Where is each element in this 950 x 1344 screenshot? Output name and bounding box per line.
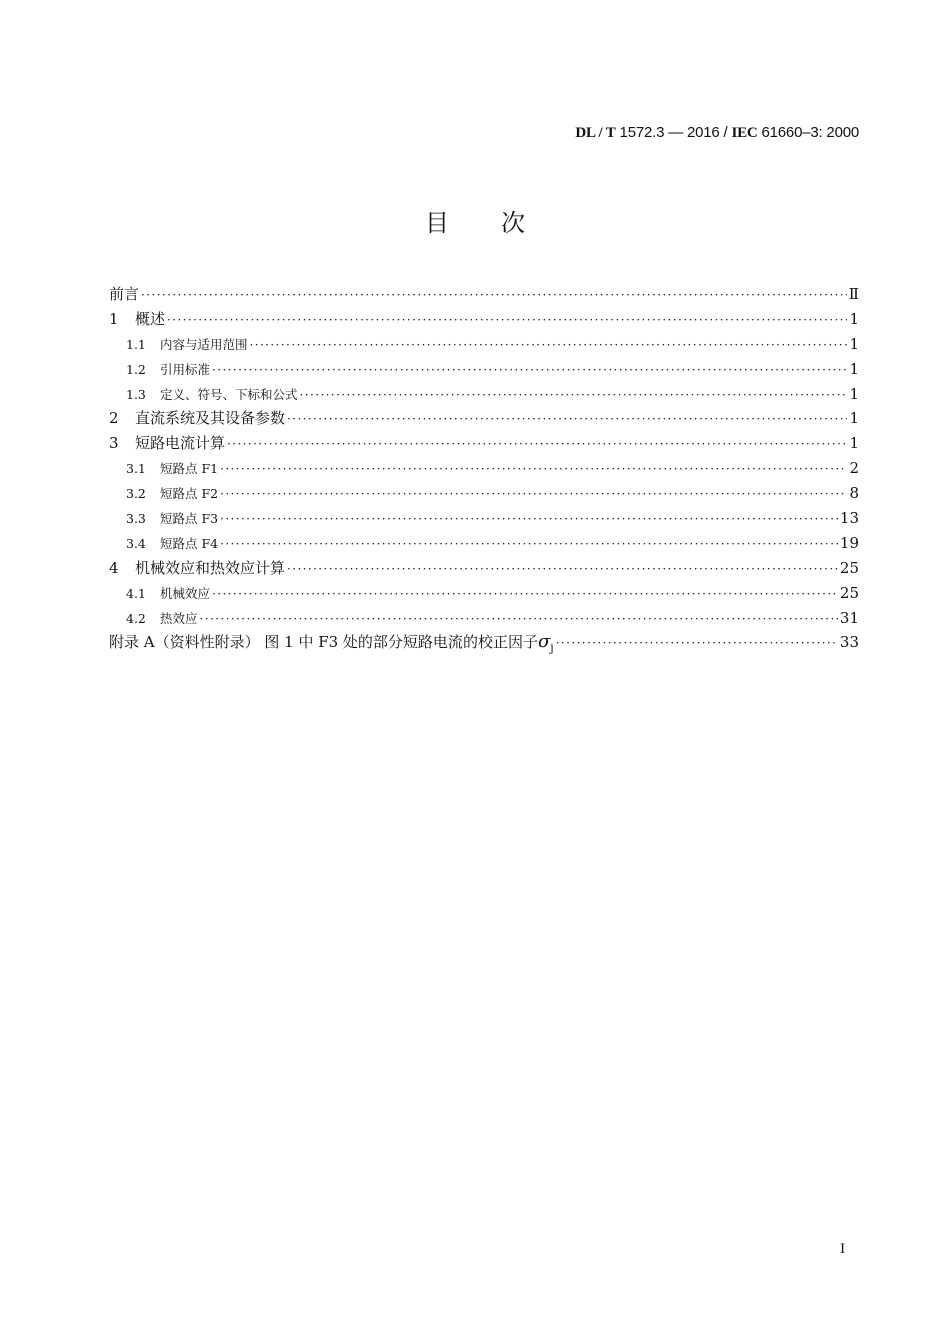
toc-leader-dots bbox=[220, 457, 847, 482]
toc-row[interactable] bbox=[109, 406, 859, 431]
toc-section-number: 1 bbox=[109, 309, 119, 328]
toc-row[interactable] bbox=[109, 282, 859, 307]
toc-page-number: 19 bbox=[839, 533, 859, 552]
toc-leader-dots bbox=[167, 308, 847, 333]
page-title: 目次 bbox=[425, 209, 577, 237]
toc-page-number: 25 bbox=[839, 583, 859, 602]
toc-page-number: 1 bbox=[849, 434, 859, 453]
toc-leader-dots bbox=[227, 432, 847, 457]
toc-leader-dots bbox=[141, 283, 847, 308]
document-code-iec: IEC bbox=[731, 125, 758, 141]
toc-page-number: 1 bbox=[849, 409, 859, 428]
toc-row[interactable] bbox=[109, 581, 859, 606]
toc-section-number: 1.3 bbox=[126, 386, 146, 402]
toc-section-title: 定义、符号、下标和公式 bbox=[160, 386, 298, 402]
page-number: I bbox=[840, 1242, 846, 1257]
toc-row[interactable] bbox=[109, 357, 859, 382]
toc-section-number: 4.1 bbox=[126, 585, 146, 601]
toc-leader-dots bbox=[212, 582, 838, 607]
toc-section-title: 短路点 F4 bbox=[160, 535, 219, 551]
toc-section-number: 1.1 bbox=[126, 336, 146, 352]
toc-annex-label: 附录 A（资料性附录） 图 1 中 F3 处的部分短路电流的校正因子$\sigma_j$ bbox=[109, 631, 554, 656]
toc-page-number: 1 bbox=[849, 384, 859, 403]
toc-row[interactable] bbox=[109, 431, 859, 456]
toc-leader-dots bbox=[287, 407, 847, 432]
toc-section-title: 前言 bbox=[109, 285, 140, 303]
toc-row[interactable] bbox=[109, 556, 859, 581]
toc-section-title: 直流系统及其设备参数 bbox=[135, 409, 286, 428]
toc-section-title: 热效应 bbox=[160, 610, 198, 626]
toc-leader-dots bbox=[220, 532, 838, 557]
toc-section-number: 4 bbox=[109, 558, 119, 577]
toc-row-annex-a[interactable] bbox=[109, 630, 859, 655]
toc-section-number: 3.2 bbox=[126, 486, 146, 502]
toc-section-number: 1.2 bbox=[126, 361, 146, 377]
toc-section-title: 短路电流计算 bbox=[135, 434, 226, 453]
toc-row[interactable] bbox=[109, 531, 859, 556]
toc-section-title: 短路点 F2 bbox=[160, 486, 219, 502]
toc-leader-dots bbox=[300, 383, 848, 408]
toc-leader-dots bbox=[287, 557, 838, 582]
toc-section-number: 3 bbox=[109, 434, 119, 453]
table-of-contents bbox=[109, 282, 859, 655]
document-code-prefix: DL / T bbox=[575, 125, 616, 141]
document-code-iec-rest: 61660–3: 2000 bbox=[757, 124, 859, 141]
toc-section-title: 机械效应和热效应计算 bbox=[135, 558, 286, 577]
toc-section-number: 3.4 bbox=[126, 535, 146, 551]
toc-section-number: 3.3 bbox=[126, 511, 146, 527]
toc-section-title: 引用标准 bbox=[160, 361, 211, 377]
toc-page-number: 1 bbox=[849, 359, 859, 378]
toc-section-title: 短路点 F3 bbox=[160, 511, 219, 527]
toc-page-number: 2 bbox=[849, 459, 859, 478]
toc-section-title: 内容与适用范围 bbox=[160, 336, 248, 352]
toc-section-number: 4.2 bbox=[126, 610, 146, 626]
toc-leader-dots bbox=[220, 507, 838, 532]
toc-page-number: 8 bbox=[849, 484, 859, 503]
document-code-main: 1572.3 — 2016 / bbox=[615, 124, 732, 141]
toc-row[interactable] bbox=[109, 332, 859, 357]
toc-row[interactable] bbox=[109, 307, 859, 332]
toc-page-number: 1 bbox=[849, 334, 859, 353]
toc-row[interactable] bbox=[109, 382, 859, 407]
toc-annex-page: 33 bbox=[839, 633, 859, 652]
toc-page-number: 31 bbox=[839, 608, 859, 627]
toc-section-title: 概述 bbox=[135, 309, 166, 328]
toc-row[interactable] bbox=[109, 481, 859, 506]
toc-page-number: 1 bbox=[849, 309, 859, 328]
toc-section-title: 机械效应 bbox=[160, 585, 211, 601]
toc-row[interactable] bbox=[109, 456, 859, 481]
toc-section-number: 3.1 bbox=[126, 461, 146, 477]
document-code bbox=[575, 124, 859, 142]
toc-leader-dots bbox=[200, 607, 838, 632]
toc-page-number: 13 bbox=[839, 509, 859, 528]
sigma-symbol: $\sigma_j$ bbox=[537, 631, 554, 656]
toc-page-number: 25 bbox=[839, 558, 859, 577]
toc-leader-dots bbox=[220, 482, 847, 507]
toc-leader-dots bbox=[556, 631, 838, 656]
toc-row[interactable] bbox=[109, 606, 859, 631]
toc-section-number: 2 bbox=[109, 409, 119, 428]
toc-leader-dots bbox=[212, 358, 847, 383]
toc-row[interactable] bbox=[109, 506, 859, 531]
toc-section-title: 短路点 F1 bbox=[160, 461, 219, 477]
toc-leader-dots bbox=[250, 333, 848, 358]
toc-page-number: Ⅱ bbox=[848, 285, 859, 303]
